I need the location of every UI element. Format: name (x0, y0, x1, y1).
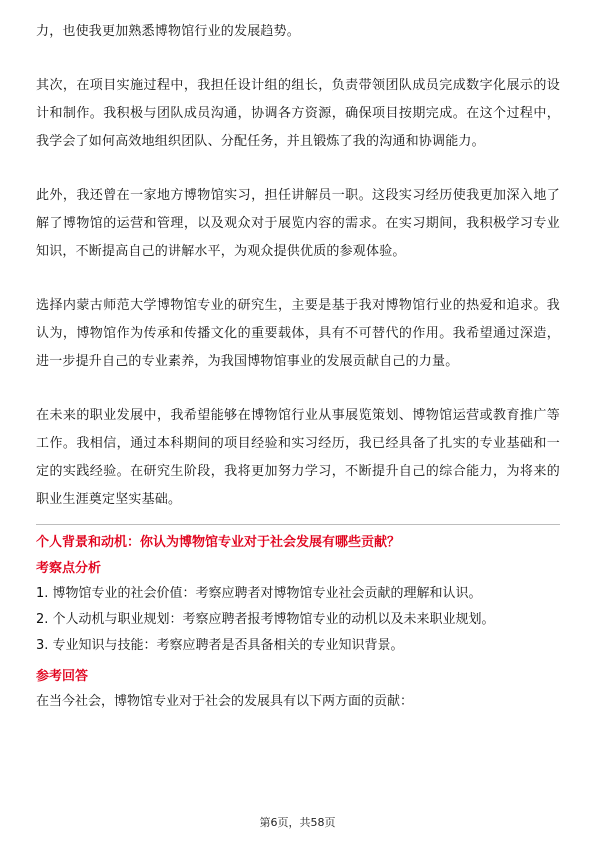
answer-intro: 在当今社会，博物馆专业对于社会的发展具有以下两方面的贡献： (36, 694, 414, 709)
page-footer: 第6页，共58页 (259, 816, 336, 829)
section-divider (36, 524, 560, 525)
paragraph: 其次，在项目实施过程中，我担任设计组的组长，负责带领团队成员完成数字化展示的设计和制作。我积极与团队成员沟通，协调各方资源，确保项目按期完成。在这个过程中，我学会了如何高效地组织团队、分配任务，并且锻炼了我的沟通和协调能力。 (36, 78, 560, 149)
answer-heading: 参考回答 (36, 669, 89, 684)
analysis-item: 3. 专业知识与技能：考察应聘者是否具备相关的专业知识背景。 (36, 638, 404, 653)
paragraph: 此外，我还曾在一家地方博物馆实习，担任讲解员一职。这段实习经历使我更加深入地了解了博物馆的运营和管理，以及观众对于展览内容的需求。在实习期间，我积极学习专业知识，不断提高自己的讲解水平，为观众提供优质的参观体验。 (36, 188, 560, 259)
question-title: 个人背景和动机：你认为博物馆专业对于社会发展有哪些贡献？ (36, 535, 401, 550)
analysis-heading: 考察点分析 (36, 561, 102, 576)
paragraph-gap (36, 266, 560, 292)
document-body (36, 18, 560, 715)
analysis-item: 1. 博物馆专业的社会价值：考察应聘者对博物馆专业社会贡献的理解和认识。 (36, 586, 482, 601)
paragraph: 选择内蒙古师范大学博物馆专业的研究生，主要是基于我对博物馆行业的热爱和追求。我认为，博物馆作为传承和传播文化的重要载体，具有不可替代的作用。我希望通过深造，进一步提升自己的专业素养，为我国博物馆事业的发展贡献自己的力量。 (36, 298, 560, 369)
paragraph: 力，也使我更加熟悉博物馆行业的发展趋势。 (36, 24, 301, 39)
paragraph-gap (36, 156, 560, 182)
paragraph: 在未来的职业发展中，我希望能够在博物馆行业从事展览策划、博物馆运营或教育推广等工作。我相信，通过本科期间的项目经验和实习经历，我已经具备了扎实的专业基础和一定的实践经验。在研究生阶段，我将更加努力学习，不断提升自己的综合能力，为将来的职业生涯奠定坚实基础。 (36, 408, 560, 507)
analysis-item: 2. 个人动机与职业规划：考察应聘者报考博物馆专业的动机以及未来职业规划。 (36, 612, 495, 627)
paragraph-gap (36, 46, 560, 72)
paragraph-gap (36, 376, 560, 402)
